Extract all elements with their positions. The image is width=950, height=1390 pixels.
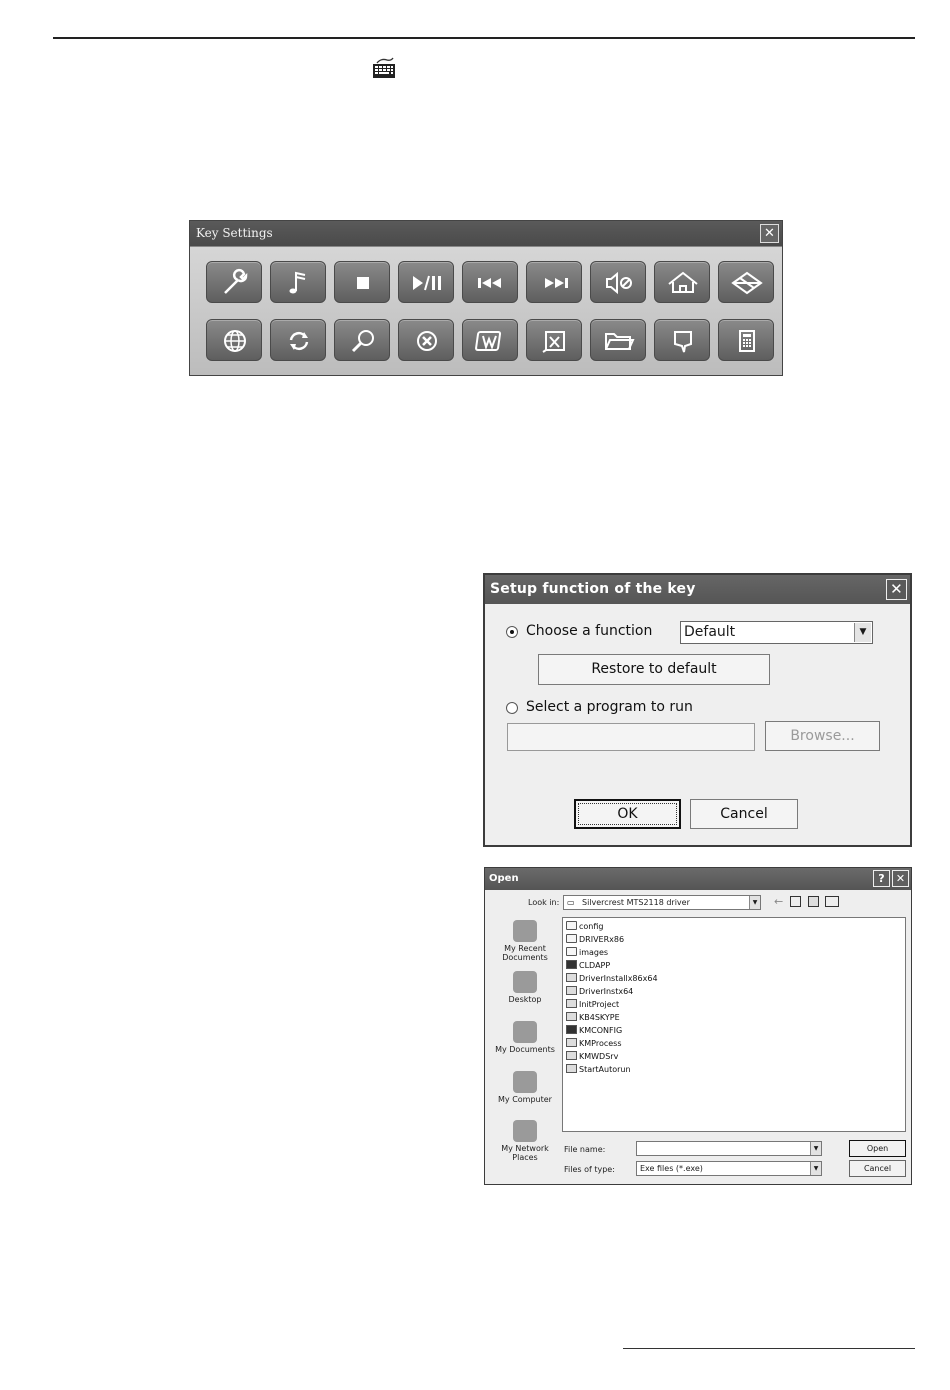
ok-button[interactable]: OK — [574, 799, 681, 829]
keyboard-tray-icon — [371, 56, 397, 80]
key-button-folder[interactable] — [590, 319, 646, 361]
look-in-label: Look in: — [528, 898, 560, 907]
file-list[interactable] — [562, 917, 906, 1132]
wrench-icon — [207, 262, 263, 304]
application-icon — [566, 986, 577, 995]
key-button-refresh[interactable] — [270, 319, 326, 361]
globe-icon — [207, 320, 263, 362]
application-icon — [566, 1012, 577, 1021]
places-my-computer[interactable] — [495, 1071, 555, 1104]
key-button-music[interactable] — [270, 261, 326, 303]
clock-icon — [513, 920, 537, 942]
file-name: KMCONFIG — [579, 1026, 623, 1035]
executable-icon — [566, 1025, 577, 1034]
desktop-icon — [513, 971, 537, 993]
places-label: My Computer — [498, 1095, 552, 1104]
browse-button[interactable]: Browse... — [765, 721, 880, 751]
file-name: InitProject — [579, 1000, 620, 1009]
application-icon — [566, 999, 577, 1008]
list-item[interactable] — [566, 921, 603, 933]
file-type-label: Files of type: — [564, 1165, 615, 1174]
help-button[interactable]: ? — [873, 870, 890, 887]
setup-function-dialog — [483, 573, 912, 847]
play-pause-icon — [399, 262, 455, 304]
cancel-button[interactable]: Cancel — [849, 1160, 906, 1177]
folder-icon — [591, 320, 647, 362]
file-name: config — [579, 922, 604, 931]
places-recent-documents[interactable] — [495, 920, 555, 962]
open-dialog-titlebar — [485, 868, 911, 890]
folder-icon — [566, 921, 577, 930]
setup-dialog-title: Setup function of the key — [490, 581, 696, 597]
folder-icon — [566, 947, 577, 956]
close-button[interactable]: ✕ — [760, 224, 779, 243]
key-button-close[interactable] — [398, 319, 454, 361]
next-track-icon — [527, 262, 583, 304]
close-circle-icon — [399, 320, 455, 362]
key-button-calculator[interactable] — [718, 319, 774, 361]
list-item[interactable] — [566, 1025, 622, 1037]
choose-function-label: Choose a function — [526, 623, 653, 639]
computer-icon — [513, 1071, 537, 1093]
key-grid — [190, 246, 782, 375]
open-dialog-title: Open — [489, 873, 519, 884]
key-button-mute[interactable] — [590, 261, 646, 303]
places-desktop[interactable] — [495, 971, 555, 1004]
list-item[interactable] — [566, 1051, 618, 1063]
executable-icon — [566, 960, 577, 969]
file-name: StartAutorun — [579, 1065, 631, 1074]
key-settings-title: Key Settings — [196, 226, 273, 240]
refresh-icon — [271, 320, 327, 362]
chevron-down-icon[interactable]: ▼ — [854, 623, 871, 642]
file-type-value: Exe files (*.exe) — [640, 1164, 703, 1173]
key-settings-titlebar — [190, 221, 782, 246]
up-folder-icon[interactable] — [790, 896, 801, 907]
places-label: My Network Places — [501, 1144, 549, 1162]
application-icon — [566, 1051, 577, 1060]
key-settings-window — [189, 220, 783, 376]
key-button-word[interactable] — [462, 319, 518, 361]
application-icon — [566, 1064, 577, 1073]
places-my-documents[interactable] — [495, 1021, 555, 1054]
home-icon — [655, 262, 711, 304]
key-button-mail[interactable] — [718, 261, 774, 303]
file-type-select[interactable] — [636, 1161, 822, 1176]
key-button-wrench[interactable] — [206, 261, 262, 303]
music-note-icon — [271, 262, 327, 304]
places-network[interactable] — [495, 1120, 555, 1162]
list-item[interactable] — [566, 986, 633, 998]
places-label: Desktop — [508, 995, 542, 1004]
look-in-select[interactable] — [563, 895, 761, 910]
paint-icon — [655, 320, 711, 362]
bottom-rule — [623, 1348, 915, 1349]
key-button-play-pause[interactable] — [398, 261, 454, 303]
key-button-next[interactable] — [526, 261, 582, 303]
previous-track-icon — [463, 262, 519, 304]
back-icon[interactable]: ← — [774, 895, 784, 908]
function-select-value: Default — [684, 624, 736, 640]
calculator-icon — [719, 320, 775, 362]
setup-dialog-titlebar — [485, 575, 910, 604]
list-item[interactable] — [566, 973, 658, 985]
new-folder-icon[interactable] — [808, 896, 819, 907]
list-item[interactable] — [566, 947, 608, 959]
key-button-search[interactable] — [334, 319, 390, 361]
select-program-radio[interactable] — [506, 702, 518, 714]
list-item[interactable] — [566, 1012, 620, 1024]
file-name: DriverInstx64 — [579, 987, 634, 996]
list-item[interactable] — [566, 999, 619, 1011]
cancel-button[interactable]: Cancel — [690, 799, 798, 829]
file-name: KMWDSrv — [579, 1052, 619, 1061]
open-file-dialog — [484, 867, 912, 1185]
key-button-internet[interactable] — [206, 319, 262, 361]
list-item[interactable] — [566, 934, 624, 946]
look-in-value: Silvercrest MTS2118 driver — [582, 898, 690, 907]
key-button-home[interactable] — [654, 261, 710, 303]
folder-icon: ▭ — [567, 898, 575, 907]
select-program-label: Select a program to run — [526, 699, 693, 715]
file-name-input[interactable] — [636, 1141, 822, 1156]
chevron-down-icon[interactable]: ▼ — [810, 1162, 821, 1175]
key-button-paint[interactable] — [654, 319, 710, 361]
file-name: KB4SKYPE — [579, 1013, 620, 1022]
list-item[interactable] — [566, 1064, 631, 1076]
file-name: KMProcess — [579, 1039, 622, 1048]
search-icon — [335, 320, 391, 362]
chevron-down-icon[interactable]: ▼ — [749, 896, 760, 909]
places-label: My Documents — [495, 1045, 555, 1054]
function-select[interactable] — [680, 621, 873, 644]
choose-function-radio[interactable] — [506, 626, 518, 638]
view-menu-icon[interactable] — [825, 896, 839, 907]
file-name: DriverInstallx86x64 — [579, 974, 658, 983]
file-name: CLDAPP — [579, 961, 611, 970]
chevron-down-icon[interactable]: ▼ — [810, 1142, 821, 1155]
network-icon — [513, 1120, 537, 1142]
documents-icon — [513, 1021, 537, 1043]
file-name: DRIVERx86 — [579, 935, 625, 944]
top-rule — [53, 37, 915, 39]
open-button[interactable]: Open — [849, 1140, 906, 1157]
installer-icon — [566, 973, 577, 982]
places-label: My Recent Documents — [502, 944, 548, 962]
file-name-label: File name: — [564, 1145, 606, 1154]
list-item[interactable] — [566, 1038, 622, 1050]
list-item[interactable] — [566, 960, 610, 972]
mute-icon — [591, 262, 647, 304]
excel-icon — [527, 320, 583, 362]
key-button-previous[interactable] — [462, 261, 518, 303]
close-button[interactable]: ✕ — [886, 579, 907, 600]
close-button[interactable]: ✕ — [892, 870, 909, 887]
word-icon — [463, 320, 519, 362]
key-button-stop[interactable] — [334, 261, 390, 303]
application-icon — [566, 1038, 577, 1047]
stop-icon — [335, 262, 391, 304]
folder-icon — [566, 934, 577, 943]
file-name: images — [579, 948, 609, 957]
key-button-excel[interactable] — [526, 319, 582, 361]
restore-default-button[interactable]: Restore to default — [538, 654, 770, 685]
program-path-input[interactable] — [507, 723, 755, 751]
mail-icon — [719, 262, 775, 304]
